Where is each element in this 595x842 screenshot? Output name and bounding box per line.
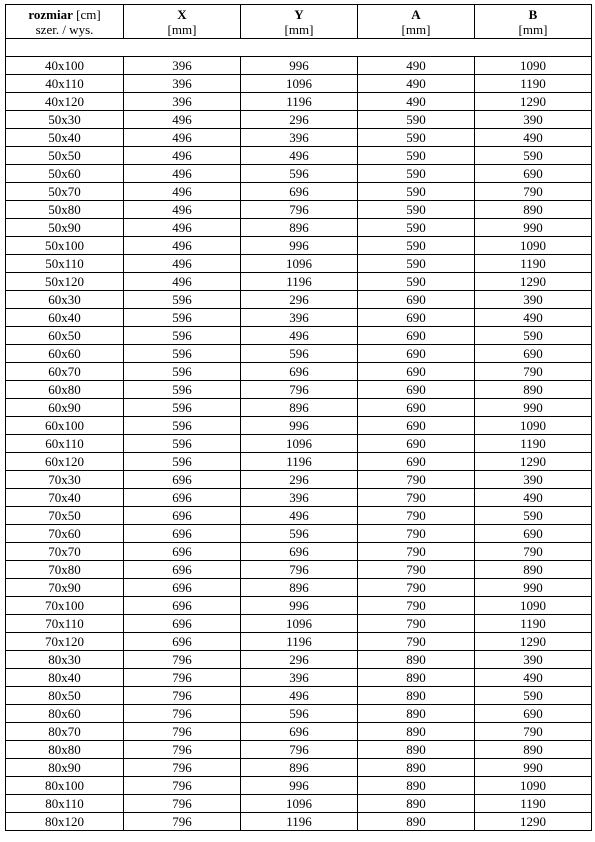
cell-a: 890 [358, 759, 475, 777]
table-row [6, 237, 592, 255]
cell-y: 796 [241, 201, 358, 219]
cell-b: 990 [475, 759, 592, 777]
cell-x: 796 [124, 651, 241, 669]
header-y [241, 5, 358, 39]
cell-b: 1190 [475, 435, 592, 453]
cell-b: 890 [475, 561, 592, 579]
cell-size: 60x70 [6, 363, 124, 381]
cell-x: 696 [124, 525, 241, 543]
cell-b: 790 [475, 723, 592, 741]
cell-y: 296 [241, 471, 358, 489]
cell-x: 596 [124, 381, 241, 399]
cell-size: 70x120 [6, 633, 124, 651]
cell-a: 890 [358, 813, 475, 831]
cell-size: 50x100 [6, 237, 124, 255]
cell-y: 1196 [241, 453, 358, 471]
cell-size: 70x50 [6, 507, 124, 525]
cell-b: 590 [475, 507, 592, 525]
table-row [6, 219, 592, 237]
table-body [6, 57, 592, 831]
cell-b: 1090 [475, 57, 592, 75]
table-row [6, 723, 592, 741]
cell-y: 496 [241, 507, 358, 525]
cell-y: 696 [241, 363, 358, 381]
cell-x: 596 [124, 453, 241, 471]
cell-a: 690 [358, 327, 475, 345]
cell-y: 296 [241, 111, 358, 129]
cell-size: 80x110 [6, 795, 124, 813]
cell-size: 80x70 [6, 723, 124, 741]
table-row [6, 507, 592, 525]
cell-y: 796 [241, 741, 358, 759]
cell-b: 590 [475, 327, 592, 345]
table-row [6, 561, 592, 579]
table-row [6, 57, 592, 75]
cell-x: 496 [124, 165, 241, 183]
cell-x: 796 [124, 723, 241, 741]
spacer-cell [6, 39, 592, 57]
cell-b: 690 [475, 165, 592, 183]
table-row [6, 201, 592, 219]
cell-y: 696 [241, 723, 358, 741]
cell-y: 396 [241, 489, 358, 507]
cell-y: 1096 [241, 75, 358, 93]
cell-x: 696 [124, 597, 241, 615]
table-row [6, 759, 592, 777]
cell-size: 50x110 [6, 255, 124, 273]
cell-x: 696 [124, 579, 241, 597]
cell-a: 890 [358, 687, 475, 705]
cell-a: 590 [358, 201, 475, 219]
cell-y: 596 [241, 165, 358, 183]
cell-b: 390 [475, 111, 592, 129]
cell-x: 496 [124, 219, 241, 237]
cell-x: 596 [124, 345, 241, 363]
cell-y: 1096 [241, 255, 358, 273]
table-row [6, 183, 592, 201]
cell-a: 890 [358, 651, 475, 669]
cell-y: 1196 [241, 273, 358, 291]
cell-a: 790 [358, 525, 475, 543]
cell-size: 50x50 [6, 147, 124, 165]
cell-b: 690 [475, 525, 592, 543]
cell-size: 70x110 [6, 615, 124, 633]
header-x-unit: [mm] [167, 21, 197, 37]
table-row [6, 147, 592, 165]
cell-size: 60x60 [6, 345, 124, 363]
cell-size: 50x70 [6, 183, 124, 201]
cell-b: 1290 [475, 633, 592, 651]
cell-y: 996 [241, 777, 358, 795]
header-size-unit: [cm] [76, 6, 101, 22]
table-row [6, 363, 592, 381]
cell-b: 690 [475, 705, 592, 723]
header-a [358, 5, 475, 39]
cell-size: 70x70 [6, 543, 124, 561]
cell-size: 50x60 [6, 165, 124, 183]
cell-x: 796 [124, 687, 241, 705]
table-row [6, 453, 592, 471]
table-row [6, 525, 592, 543]
cell-a: 790 [358, 489, 475, 507]
table-row [6, 777, 592, 795]
cell-x: 596 [124, 399, 241, 417]
cell-size: 60x40 [6, 309, 124, 327]
table-row [6, 129, 592, 147]
cell-size: 70x40 [6, 489, 124, 507]
cell-x: 596 [124, 363, 241, 381]
cell-size: 60x80 [6, 381, 124, 399]
cell-a: 590 [358, 237, 475, 255]
cell-a: 690 [358, 453, 475, 471]
cell-x: 796 [124, 705, 241, 723]
cell-b: 1290 [475, 273, 592, 291]
cell-size: 50x40 [6, 129, 124, 147]
cell-y: 696 [241, 183, 358, 201]
cell-a: 590 [358, 111, 475, 129]
cell-a: 690 [358, 309, 475, 327]
cell-size: 40x110 [6, 75, 124, 93]
cell-a: 690 [358, 363, 475, 381]
cell-x: 796 [124, 741, 241, 759]
cell-size: 40x120 [6, 93, 124, 111]
spacer-row [6, 39, 592, 57]
table-row [6, 435, 592, 453]
cell-a: 890 [358, 741, 475, 759]
cell-x: 596 [124, 291, 241, 309]
cell-b: 1090 [475, 417, 592, 435]
cell-b: 390 [475, 471, 592, 489]
cell-x: 696 [124, 543, 241, 561]
cell-size: 70x30 [6, 471, 124, 489]
cell-size: 50x120 [6, 273, 124, 291]
cell-a: 490 [358, 57, 475, 75]
cell-a: 690 [358, 399, 475, 417]
cell-y: 896 [241, 219, 358, 237]
cell-size: 60x50 [6, 327, 124, 345]
cell-x: 596 [124, 327, 241, 345]
cell-a: 790 [358, 561, 475, 579]
cell-a: 790 [358, 597, 475, 615]
table-row [6, 489, 592, 507]
cell-y: 896 [241, 759, 358, 777]
table-row [6, 255, 592, 273]
cell-y: 296 [241, 651, 358, 669]
table-row [6, 471, 592, 489]
cell-a: 690 [358, 345, 475, 363]
cell-a: 590 [358, 165, 475, 183]
cell-x: 696 [124, 507, 241, 525]
cell-b: 1190 [475, 615, 592, 633]
cell-b: 1290 [475, 93, 592, 111]
cell-b: 890 [475, 201, 592, 219]
cell-x: 496 [124, 237, 241, 255]
cell-a: 590 [358, 219, 475, 237]
table-row [6, 399, 592, 417]
cell-b: 790 [475, 543, 592, 561]
table-row [6, 651, 592, 669]
table-row [6, 669, 592, 687]
cell-size: 70x100 [6, 597, 124, 615]
cell-y: 1096 [241, 795, 358, 813]
cell-size: 60x90 [6, 399, 124, 417]
cell-b: 990 [475, 219, 592, 237]
cell-x: 796 [124, 669, 241, 687]
cell-a: 890 [358, 795, 475, 813]
cell-x: 796 [124, 813, 241, 831]
table-row [6, 633, 592, 651]
cell-size: 80x90 [6, 759, 124, 777]
cell-size: 60x100 [6, 417, 124, 435]
cell-b: 1190 [475, 255, 592, 273]
cell-y: 496 [241, 327, 358, 345]
table-row [6, 741, 592, 759]
table-row [6, 75, 592, 93]
cell-a: 790 [358, 579, 475, 597]
header-a-label: A [411, 6, 421, 22]
header-y-label: Y [294, 6, 304, 22]
header-b [475, 5, 592, 39]
header-row [6, 5, 592, 39]
cell-y: 1096 [241, 435, 358, 453]
cell-x: 696 [124, 471, 241, 489]
cell-size: 40x100 [6, 57, 124, 75]
cell-x: 696 [124, 633, 241, 651]
table-row [6, 687, 592, 705]
cell-b: 590 [475, 147, 592, 165]
cell-a: 690 [358, 381, 475, 399]
cell-size: 80x120 [6, 813, 124, 831]
cell-size: 50x30 [6, 111, 124, 129]
cell-y: 296 [241, 291, 358, 309]
cell-b: 1190 [475, 795, 592, 813]
cell-y: 896 [241, 579, 358, 597]
cell-b: 1190 [475, 75, 592, 93]
cell-a: 790 [358, 471, 475, 489]
cell-y: 996 [241, 597, 358, 615]
cell-x: 496 [124, 129, 241, 147]
cell-y: 996 [241, 57, 358, 75]
cell-b: 1290 [475, 453, 592, 471]
cell-size: 50x90 [6, 219, 124, 237]
cell-a: 590 [358, 255, 475, 273]
cell-size: 60x110 [6, 435, 124, 453]
cell-b: 490 [475, 309, 592, 327]
cell-x: 496 [124, 183, 241, 201]
table-row [6, 813, 592, 831]
cell-b: 1090 [475, 777, 592, 795]
cell-a: 590 [358, 183, 475, 201]
cell-b: 390 [475, 651, 592, 669]
cell-a: 790 [358, 615, 475, 633]
cell-x: 796 [124, 759, 241, 777]
header-x-label: X [177, 6, 187, 22]
cell-a: 590 [358, 273, 475, 291]
cell-x: 496 [124, 255, 241, 273]
cell-x: 796 [124, 795, 241, 813]
cell-b: 790 [475, 183, 592, 201]
header-size-sub: szer. / wys. [35, 21, 94, 37]
cell-y: 596 [241, 705, 358, 723]
cell-y: 1096 [241, 615, 358, 633]
header-size [6, 5, 124, 39]
header-b-unit: [mm] [518, 21, 548, 37]
cell-x: 696 [124, 489, 241, 507]
cell-b: 790 [475, 363, 592, 381]
cell-x: 596 [124, 417, 241, 435]
cell-size: 80x50 [6, 687, 124, 705]
cell-x: 596 [124, 435, 241, 453]
cell-size: 50x80 [6, 201, 124, 219]
header-b-label: B [528, 6, 538, 22]
cell-x: 696 [124, 615, 241, 633]
cell-a: 590 [358, 129, 475, 147]
cell-x: 496 [124, 111, 241, 129]
cell-b: 390 [475, 291, 592, 309]
cell-size: 80x40 [6, 669, 124, 687]
cell-x: 496 [124, 147, 241, 165]
cell-y: 596 [241, 525, 358, 543]
cell-a: 890 [358, 705, 475, 723]
cell-b: 1090 [475, 237, 592, 255]
cell-y: 396 [241, 129, 358, 147]
cell-a: 690 [358, 291, 475, 309]
cell-x: 496 [124, 273, 241, 291]
cell-b: 490 [475, 489, 592, 507]
table-row [6, 543, 592, 561]
cell-x: 696 [124, 561, 241, 579]
cell-b: 1290 [475, 813, 592, 831]
header-x [124, 5, 241, 39]
cell-a: 890 [358, 777, 475, 795]
cell-b: 890 [475, 381, 592, 399]
cell-y: 996 [241, 417, 358, 435]
header-y-unit: [mm] [284, 21, 314, 37]
cell-y: 496 [241, 687, 358, 705]
table-row [6, 795, 592, 813]
cell-b: 990 [475, 579, 592, 597]
cell-y: 396 [241, 669, 358, 687]
table-row [6, 705, 592, 723]
cell-b: 590 [475, 687, 592, 705]
cell-a: 790 [358, 507, 475, 525]
cell-y: 496 [241, 147, 358, 165]
header-a-unit: [mm] [401, 21, 431, 37]
cell-y: 1196 [241, 93, 358, 111]
table-row [6, 111, 592, 129]
cell-a: 490 [358, 75, 475, 93]
cell-x: 796 [124, 777, 241, 795]
table-row [6, 165, 592, 183]
cell-x: 396 [124, 57, 241, 75]
table-row [6, 381, 592, 399]
cell-y: 996 [241, 237, 358, 255]
table-row [6, 327, 592, 345]
cell-a: 790 [358, 543, 475, 561]
cell-x: 596 [124, 309, 241, 327]
cell-size: 80x30 [6, 651, 124, 669]
cell-size: 70x80 [6, 561, 124, 579]
header-size-label: rozmiar [28, 6, 73, 22]
cell-y: 596 [241, 345, 358, 363]
cell-size: 70x60 [6, 525, 124, 543]
cell-size: 60x120 [6, 453, 124, 471]
cell-b: 490 [475, 669, 592, 687]
table-row [6, 615, 592, 633]
cell-y: 696 [241, 543, 358, 561]
cell-a: 790 [358, 633, 475, 651]
table-row [6, 291, 592, 309]
cell-a: 890 [358, 669, 475, 687]
cell-size: 80x60 [6, 705, 124, 723]
cell-size: 80x80 [6, 741, 124, 759]
cell-a: 490 [358, 93, 475, 111]
cell-b: 490 [475, 129, 592, 147]
cell-a: 690 [358, 417, 475, 435]
cell-y: 396 [241, 309, 358, 327]
cell-y: 796 [241, 561, 358, 579]
cell-size: 80x100 [6, 777, 124, 795]
cell-y: 1196 [241, 813, 358, 831]
cell-y: 796 [241, 381, 358, 399]
dimensions-table [5, 4, 592, 831]
table-row [6, 93, 592, 111]
cell-a: 590 [358, 147, 475, 165]
table-row [6, 417, 592, 435]
table-row [6, 345, 592, 363]
cell-size: 70x90 [6, 579, 124, 597]
cell-x: 396 [124, 93, 241, 111]
cell-y: 896 [241, 399, 358, 417]
cell-b: 990 [475, 399, 592, 417]
cell-b: 1090 [475, 597, 592, 615]
cell-b: 890 [475, 741, 592, 759]
table-row [6, 309, 592, 327]
cell-x: 496 [124, 201, 241, 219]
cell-size: 60x30 [6, 291, 124, 309]
cell-b: 690 [475, 345, 592, 363]
cell-y: 1196 [241, 633, 358, 651]
table-row [6, 273, 592, 291]
cell-a: 690 [358, 435, 475, 453]
cell-a: 890 [358, 723, 475, 741]
table-row [6, 597, 592, 615]
table-row [6, 579, 592, 597]
cell-x: 396 [124, 75, 241, 93]
